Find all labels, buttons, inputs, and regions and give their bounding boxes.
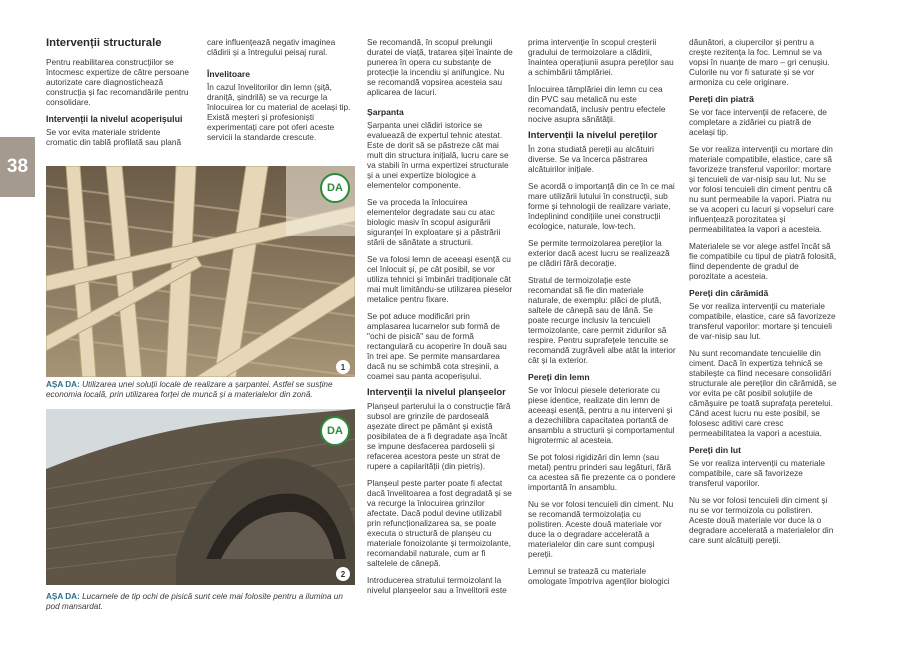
page-number: 38: [6, 156, 29, 177]
heading-structural: Intervenții structurale: [46, 37, 162, 49]
column-1: [46, 37, 194, 154]
column-4: [528, 37, 676, 593]
paragraph: Materialele se vor alege astfel încât să fie compatibile cu tipul de piatră folosită, fiind dependente de gradul de porozitate a acesteia.: [689, 241, 837, 281]
paragraph: Se pot folosi rigidizări din lemn (sau metal) pentru prinderi sau legături, fără ca acestea să fie prezente ca o pondere importantă în ansamblu.: [528, 452, 676, 492]
paragraph: dăunători, a ciupercilor și pentru a crește rezitența la foc. Lemnul se va vopsi în nuanțe de maro – gri cenușiu. Culorile nu vor fi saturate și se vor armoniza cu cele originare.: [689, 37, 830, 87]
paragraph: Se vor evita materiale stridente cromatic din tablă profilată sau plană: [46, 127, 182, 147]
paragraph: Șarpanta unei clădiri istorice se evaluează de expertul tehnic atestat. Este de dorit să se păstreze cât mai mult din structura inițială, lucru care se va stabili în urma expertizei structurale și a unei expertize biologice a elementelor componente.: [367, 120, 509, 190]
paragraph: Se vor realiza intervenții cu mortare din materiale compatibile, elastice, care să favorizeze transferul vaporilor: mortare și tencuieli de var-nisip sau lut. Nu se vor folosi tencuieli din ciment pentru că nu sunt permeabile la vapori. Piatra nu se va acoperi cu lacuri și vopseluri care influențează porozitatea și permeabilitatea la vapori a acesteia.: [689, 144, 834, 234]
paragraph: Înlocuirea tâmplăriei din lemn cu cea din PVC sau metalică nu este recomandată, inclusiv pentru efectele nocive asupra sănătății.: [528, 84, 666, 124]
heading-plansee: Intervenții la nivelul planșeelor: [367, 387, 506, 398]
column-3: [367, 37, 513, 602]
caption-text: Utilizarea unei soluții locale de realizare a șarpantei. Astfel se susține economia locală, prin utilizarea forței de muncă și a materialelor din zonă.: [46, 380, 333, 399]
paragraph: În zona studiată pereții au alcătuiri diverse. Se va încerca păstrarea alcătuirilor inițiale.: [528, 144, 654, 174]
page-number-tab: [0, 137, 35, 197]
paragraph: Se vor realiza intervenții cu materiale compatibile, care să favorizeze transferul vaporilor.: [689, 458, 826, 488]
paragraph: Se pot aduce modificări prin amplasarea lucarnelor sub formă de "ochi de pisică" sau de formă rectangulară cu acoperire în două sau în trei ape. Se permite mansardarea dacă nu se schimbă cota streșinii, a coamei sau panta acoperișului.: [367, 311, 507, 381]
caption-text: Lucarnele de tip ochi de pisică sunt cele mai folosite pentru a ilumina un pod mansardat.: [46, 592, 343, 611]
paragraph: Introducerea stratului termoizolant la nivelul planșeelor sau a învelitorii este: [367, 575, 507, 595]
heading-invelitoare: Învelitoare: [207, 69, 250, 79]
heading-lemn: Pereți din lemn: [528, 372, 590, 382]
caption-label: AȘA DA:: [46, 380, 80, 389]
photo-eyebrow-dormer: [46, 409, 355, 585]
caption-2: [46, 592, 358, 611]
heading-piatra: Pereți din piatră: [689, 94, 754, 104]
paragraph: Planșeul parterului la o construcție fără subsol are grinzile de pardoseală așezate direct pe pământ și există posibilatea de a fi degradate așa încât se impune desfacerea pardoselii și refacerea acestora peste un strat de rupere a capilarității (din pietriș).: [367, 401, 511, 471]
dormer-illustration: [46, 409, 355, 585]
column-5: [689, 37, 837, 552]
paragraph: Se va folosi lemn de aceeași esență cu cel înlocuit și, pe cât posibil, se vor utiliza tehnici și îmbinări tradiționale cât mai mult limitându-se utilizarea pieselor metalice pentru fixare.: [367, 254, 513, 304]
paragraph: Se vor înlocui piesele deteriorate cu piese identice, realizate din lemn de aceeași esență, pentru a nu interveni și a dezechilibra capacitatea portantă de ansamblu a structurii și comportamentul higrotermic al acesteia.: [528, 385, 675, 445]
paragraph: Se va proceda la înlocuirea elementelor degradate sau cu atac biologic masiv în scopul asigurării siguranței în exploatare și a păstrării stării de sănătate a structurii.: [367, 197, 501, 247]
paragraph: Lemnul se tratează cu materiale omologate împotriva agenților biologici: [528, 566, 670, 586]
heading-caramida: Pereți din cărămidă: [689, 288, 769, 298]
caption-label: AȘA DA:: [46, 592, 80, 601]
caption-1: [46, 380, 358, 399]
paragraph: prima intervenție în scopul creșterii gradului de termoizolare a clădirii, înaintea operațiunii asupra pereților sau a schimbării tâmplăriei.: [528, 37, 674, 77]
column-2: [207, 37, 355, 149]
paragraph: Planșeul peste parter poate fi afectat dacă învelitoarea a fost degradată și se va recurge la înlocuirea grinzilor afectate. Dacă podul devine utilizabil prin refuncționalizarea sa, se poate executa o structură de planșeu cu materiale fonoizolante și termoizolante, recomandabil naturale, cum ar fi saltelele de cânepă.: [367, 478, 512, 568]
paragraph: Pentru reabilitarea construcțiilor se întocmesc expertize de către persoane autorizate care diagnostichează construcția și fac recomandările pentru consolidare.: [46, 57, 189, 107]
da-badge: DA: [320, 416, 350, 446]
paragraph: Nu se vor folosi tencuieli din ciment. Nu se recomandă termoizolația cu polistiren. Aceste două materiale vor duce la o degradare accelerată a materialelor din care sunt compuși pereții.: [528, 499, 674, 559]
paragraph: Se recomandă, în scopul prelungii duratei de viață, tratarea șiței înainte de punerea în opera cu substanțe de protecție la incendiu și anifungice. Nu se recomandă vopsirea acesteia sau aplicarea de lacuri.: [367, 37, 513, 97]
da-badge: DA: [320, 173, 350, 203]
heading-lut: Pereți din lut: [689, 445, 742, 455]
paragraph: Se acordă o importanță din ce în ce mai mare utilizării lutului în construcții, sub forme și tehnologii de realizare variate, îndeplinind condițiile unei construcții ecologice, naturale, low-tech.: [528, 181, 675, 231]
paragraph: Se permite termoizolarea pereților la exterior dacă acest lucru se realizează pe clădiri fără decorație.: [528, 238, 670, 268]
paragraph: care influențează negativ imaginea clădirii și a întregului peisaj rural.: [207, 37, 336, 57]
photo-number: 2: [336, 567, 350, 581]
paragraph: În cazul învelitorilor din lemn (șiță, draniță, șindrilă) se va recurge la înlocuirea lor cu material de același tip. Există meșteri și profesioniști experimentați care pot oferi aceste servicii la standarde crescute.: [207, 82, 351, 142]
paragraph: Nu sunt recomandate tencuielile din ciment. Dacă în expertiza tehnică se stabilește ca fiind necesare consolidări structurale ale pereților din cărămidă, se vor evita pe cât posibil soluțiile de cămășuire pe toată suprafața peretelui. Când acest lucru nu este posibil, se folosesc aditivi care cresc permeabilitatea la vapori a acestuia.: [689, 348, 837, 438]
heading-roof: Intervenții la nivelul acoperișului: [46, 114, 183, 124]
heading-sarpanta: Șarpanta: [367, 107, 404, 117]
photo-number: 1: [336, 360, 350, 374]
paragraph: Stratul de termoizolație este recomandat să fie din materiale naturale, de exemplu: plăci de plută, saltele de cânepă sau de lână. Se poate recurge inclusiv la tencuieli termoizolante, care permit zidurilor să respire. Pentru suprafețele tencuite se recomandă zugrăveli albe atât la interior cât și la exterior.: [528, 275, 676, 365]
heading-pereti: Intervenții la nivelul pereților: [528, 130, 658, 141]
paragraph: Nu se vor folosi tencuieli din ciment și nu se vor termoizola cu polistiren. Aceste două materiale vor duce la o degradare accelerată a materialelor din care sunt alcătuiți pereții.: [689, 495, 834, 545]
roof-structure-illustration: [46, 166, 355, 377]
paragraph: Se vor realiza intervenții cu materiale compatibile, elastice, care să favorizeze transferul vaporilor: mortare și tencuieli de var-nisip sau lut.: [689, 301, 836, 341]
photo-roof-structure: [46, 166, 355, 377]
paragraph: Se vor face intervenții de refacere, de completare a zidăriei cu piatră de același tip.: [689, 107, 827, 137]
